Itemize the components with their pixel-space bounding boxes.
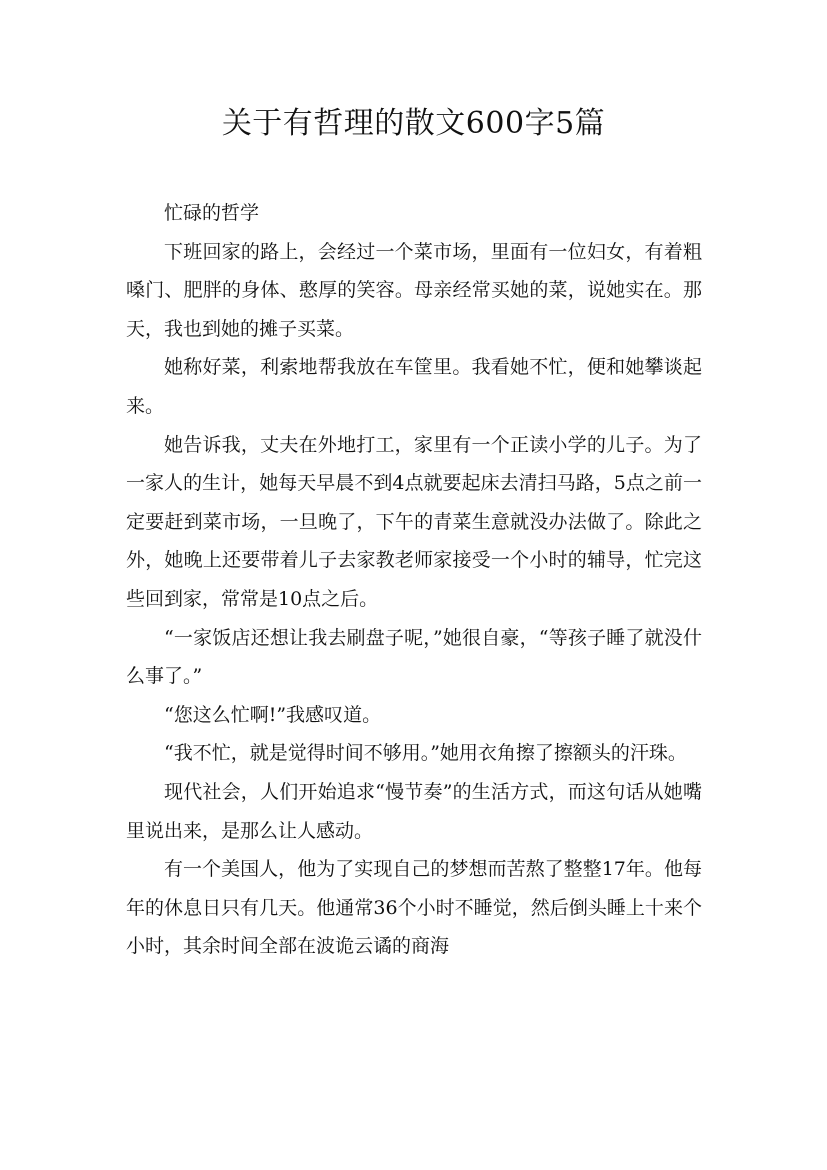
document-body: [126, 194, 702, 966]
paragraph-3: 她告诉我，丈夫在外地打工，家里有一个正读小学的儿子。为了一家人的生计，她每天早晨不到4点就要起床去清扫马路，5点之前一定要赶到菜市场，一旦晚了，下午的青菜生意就没办法做了。除此之外，她晚上还要带着儿子去家教老师家接受一个小时的辅导，忙完这些回到家，常常是10点之后。: [126, 433, 702, 610]
paragraph-2: 她称好菜，利索地帮我放在车筐里。我看她不忙，便和她攀谈起来。: [126, 356, 702, 417]
document-title: 关于有哲理的散文600字5篇: [221, 106, 606, 141]
paragraph-4: “一家饭店还想让我去刷盘子呢，”她很自豪，“等孩子睡了就没什么事了。”: [126, 626, 702, 688]
section-heading: 忙碌的哲学: [164, 202, 260, 224]
paragraph-7: 现代社会，人们开始追求“慢节奏”的生活方式，而这句话从她嘴里说出来，是那么让人感动。: [126, 780, 702, 842]
paragraph-6: “我不忙，就是觉得时间不够用。”她用衣角擦了擦额头的汗珠。: [164, 742, 687, 765]
paragraph-5: “您这么忙啊!”我感叹道。: [164, 703, 382, 726]
paragraph-1: 下班回家的路上，会经过一个菜市场，里面有一位妇女，有着粗嗓门、肥胖的身体、憨厚的笑容。母亲经常买她的菜，说她实在。那天，我也到她的摊子买菜。: [126, 240, 702, 340]
paragraph-8: 有一个美国人，他为了实现自己的梦想而苦熬了整整17年。他每年的休息日只有几天。他通常36个小时不睡觉，然后倒头睡上十来个小时，其余时间全部在波诡云谲的商海: [126, 858, 702, 958]
